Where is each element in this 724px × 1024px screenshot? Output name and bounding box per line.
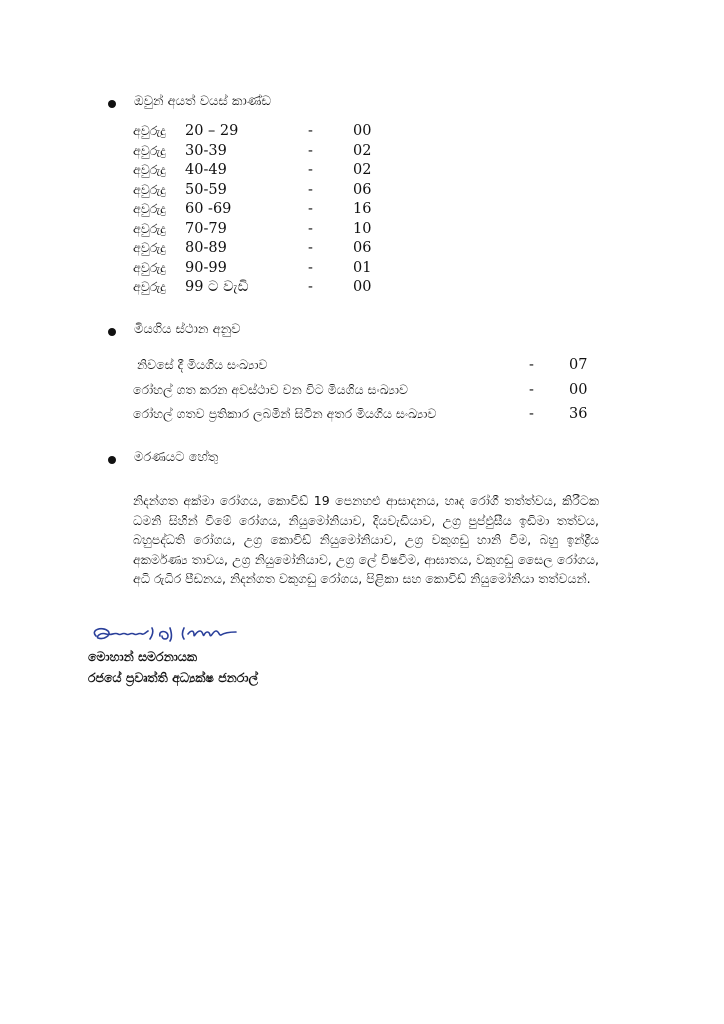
age-row (133, 279, 393, 299)
age-row (133, 162, 393, 182)
place-label: නිවසේ දී මියගිය සංඛ්‍යාව (137, 357, 268, 372)
age-dash: - (308, 201, 313, 217)
age-label: අවුරුදු (133, 279, 166, 294)
age-dash: - (308, 162, 313, 178)
age-dash: - (308, 142, 313, 159)
bullet-age-groups (108, 100, 116, 108)
heading-age-groups: ඔවුන් අයත් වයස් කාණ්ඩ (134, 94, 271, 109)
signatory-title: රජයේ ප්‍රවෘත්ති අධ්‍යක්ෂ ජනරාල් (88, 670, 259, 685)
signatory-name: මොහාන් සමරනායක (88, 649, 197, 664)
place-row (133, 406, 593, 431)
age-value: 00 (353, 279, 372, 295)
age-row (133, 240, 393, 260)
age-range: 30-39 (185, 142, 227, 159)
age-group-table (133, 123, 393, 299)
age-range: 70-79 (185, 220, 227, 237)
age-value: 10 (353, 220, 372, 237)
handwritten-signature (88, 622, 253, 650)
age-value: 02 (353, 162, 372, 178)
age-dash: - (308, 181, 313, 198)
age-dash: - (308, 279, 313, 295)
age-value: 16 (353, 201, 372, 217)
place-dash: - (529, 357, 534, 373)
heading-place-of-death: මියගිය ස්ථාන අනුව (134, 322, 241, 337)
age-label: අවුරුදු (133, 220, 166, 236)
age-label: අවුරුදු (133, 201, 166, 216)
heading-causes-of-death: මරණයට හේතු (134, 450, 219, 465)
age-dash: - (308, 220, 313, 237)
place-row (133, 357, 593, 382)
age-value: 00 (353, 123, 372, 139)
age-dash: - (308, 123, 313, 139)
age-range: 40-49 (185, 162, 227, 178)
age-dash: - (308, 259, 313, 276)
age-label: අවුරුදු (133, 259, 166, 275)
age-dash: - (308, 240, 313, 256)
age-range: 80-89 (185, 240, 227, 256)
age-row (133, 221, 393, 241)
age-label: අවුරුදු (133, 162, 166, 177)
place-value: 07 (569, 357, 588, 373)
age-range: 50-59 (185, 181, 227, 198)
age-label: අවුරුදු (133, 142, 166, 158)
age-row (133, 260, 393, 280)
place-dash: - (529, 381, 534, 398)
age-label: අවුරුදු (133, 181, 166, 197)
age-range: 20 – 29 (185, 123, 239, 139)
age-row (133, 143, 393, 163)
age-label: අවුරුදු (133, 123, 166, 138)
age-row (133, 123, 393, 143)
place-of-death-table (133, 357, 593, 431)
place-row (133, 382, 593, 407)
place-dash: - (529, 406, 534, 422)
age-range: 60 -69 (185, 201, 232, 217)
age-row (133, 201, 393, 221)
age-range: 90-99 (185, 259, 227, 276)
age-range: 99 ට වැඩි (185, 279, 249, 295)
age-label: අවුරුදු (133, 240, 166, 255)
place-label: රෝහල් ගතව ප්‍රතිකාර ලබමින් සිටින අතර මියගිය සංඛ්‍යාව (133, 406, 437, 421)
bullet-causes-of-death (108, 456, 116, 464)
causes-of-death-paragraph: නිදන්ගත අක්මා රෝගය, කොවිඩ් 19 පෙනහළු ආසාදනය, හෘද රෝගී තත්ත්වය, කිරීටක ධමනි සිහින් වීමේ රෝගය, නියුමෝනියාව, දියවැඩියාව, උග්‍ර පුප්ඵුසීය ඉඩිමා තත්වය, බහුපද්ධති රෝගය, උග්‍ර කොවිඩ් නියුමෝනියාව, උග්‍ර වකුගඩු හානි වීම, බහු ඉන්ද්‍රීය අකර්මණ්‍ය තාවය, උග්‍ර නියුමෝනියාව, උග්‍ර ලේ විෂවීම, ආඝාතය, වකුගඩු සෛල රෝගය, අධි රුධිර පීඩනය, නිදන්ගත වකුගඩු රෝගය, පිළිකා සහ කොවිඩ් නියුමෝනියා තත්වයන්. (133, 493, 599, 587)
age-row (133, 182, 393, 202)
age-value: 06 (353, 181, 372, 198)
place-value: 36 (569, 406, 588, 422)
age-value: 02 (353, 142, 372, 159)
place-value: 00 (569, 381, 588, 398)
place-label: රෝහල් ගත කරන අවස්ථාව වන විට මියගිය සංඛ්‍යාව (133, 381, 408, 397)
age-value: 01 (353, 259, 372, 276)
age-value: 06 (353, 240, 372, 256)
bullet-place-of-death (108, 328, 116, 336)
